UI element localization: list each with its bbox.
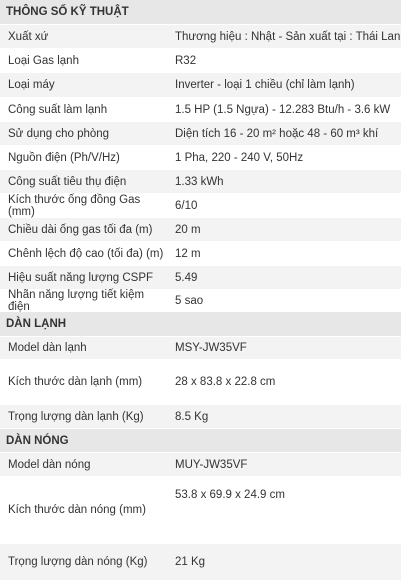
spec-row-outdoor-model [0, 453, 401, 477]
spec-row-indoor-dimensions [0, 360, 401, 405]
spec-value: 6/10 [175, 199, 198, 212]
section-title: DÀN LẠNH [6, 318, 67, 330]
spec-value: 1.5 HP (1.5 Ngựa) - 12.283 Btu/h - 3.6 kW [175, 103, 391, 116]
spec-value: MUY-JW35VF [175, 458, 248, 471]
spec-row-height-difference [0, 242, 401, 266]
spec-label: Nhãn năng lượng tiết kiệm điện [8, 288, 145, 313]
spec-label: Nguồn điện (Ph/V/Hz) [8, 151, 120, 164]
spec-label: Loại máy [8, 79, 55, 91]
spec-row-outdoor-weight [0, 544, 401, 581]
spec-row-room-size [0, 122, 401, 146]
spec-row-origin [0, 25, 401, 49]
spec-row-indoor-weight [0, 405, 401, 429]
spec-value: 21 Kg [175, 556, 206, 568]
spec-value: Thương hiệu : Nhật - Sản xuất tại : Thái Lan [175, 30, 401, 43]
spec-row-power-source [0, 146, 401, 170]
spec-row-cooling-capacity [0, 98, 401, 122]
spec-label: Kích thước ống đồng Gas (mm) [8, 193, 141, 218]
spec-row-pipe-length [0, 218, 401, 242]
spec-value: 1.33 kWh [175, 175, 224, 188]
spec-value: 1 Pha, 220 - 240 V, 50Hz [175, 151, 304, 164]
spec-value: MSY-JW35VF [175, 342, 247, 354]
spec-label: Chiều dài ống gas tối đa (m) [8, 223, 153, 236]
spec-value: 53.8 x 69.9 x 24.9 cm [175, 489, 285, 501]
spec-row-energy-label [0, 290, 401, 312]
spec-value: Inverter - loại 1 chiều (chỉ làm lạnh) [175, 79, 355, 91]
spec-label: Kích thước dàn lạnh (mm) [8, 376, 143, 388]
section-header-specs [0, 0, 401, 25]
spec-label: Xuất xứ [8, 30, 49, 43]
spec-label: Kích thước dàn nóng (mm) [8, 504, 146, 516]
spec-row-type [0, 73, 401, 98]
spec-value: 5 sao [175, 294, 204, 307]
spec-value: 8.5 Kg [175, 410, 209, 423]
spec-row-refrigerant [0, 49, 401, 73]
spec-row-pipe-size [0, 194, 401, 218]
spec-label: Hiệu suất năng lượng CSPF [8, 271, 154, 284]
spec-value: 20 m [175, 223, 201, 236]
spec-row-power-consumption [0, 170, 401, 194]
spec-label: Model dàn nóng [8, 458, 91, 471]
spec-value: R32 [175, 54, 197, 67]
spec-label: Loại Gas lạnh [8, 54, 79, 67]
spec-value: 12 m [175, 247, 201, 260]
spec-label: Công suất làm lạnh [8, 103, 108, 116]
spec-row-indoor-model [0, 337, 401, 360]
section-title: THÔNG SỐ KỸ THUẬT [6, 6, 129, 18]
spec-value: Diện tích 16 - 20 m² hoặc 48 - 60 m³ khí [175, 127, 379, 140]
spec-value: 28 x 83.8 x 22.8 cm [175, 376, 276, 388]
spec-label: Trọng lượng dàn lạnh (Kg) [8, 410, 144, 423]
spec-row-cspf [0, 266, 401, 290]
spec-label: Model dàn lạnh [8, 342, 87, 354]
spec-value: 5.49 [175, 271, 198, 284]
section-header-outdoor-unit [0, 429, 401, 453]
spec-label: Công suất tiêu thụ điện [8, 175, 127, 188]
section-header-indoor-unit [0, 312, 401, 337]
spec-label: Trọng lượng dàn nóng (Kg) [8, 556, 148, 568]
spec-label: Sử dụng cho phòng [8, 127, 110, 140]
spec-label: Chênh lệch độ cao (tối đa) (m) [8, 247, 164, 260]
spec-row-outdoor-dimensions [0, 477, 401, 544]
section-title: DÀN NÓNG [6, 434, 69, 447]
